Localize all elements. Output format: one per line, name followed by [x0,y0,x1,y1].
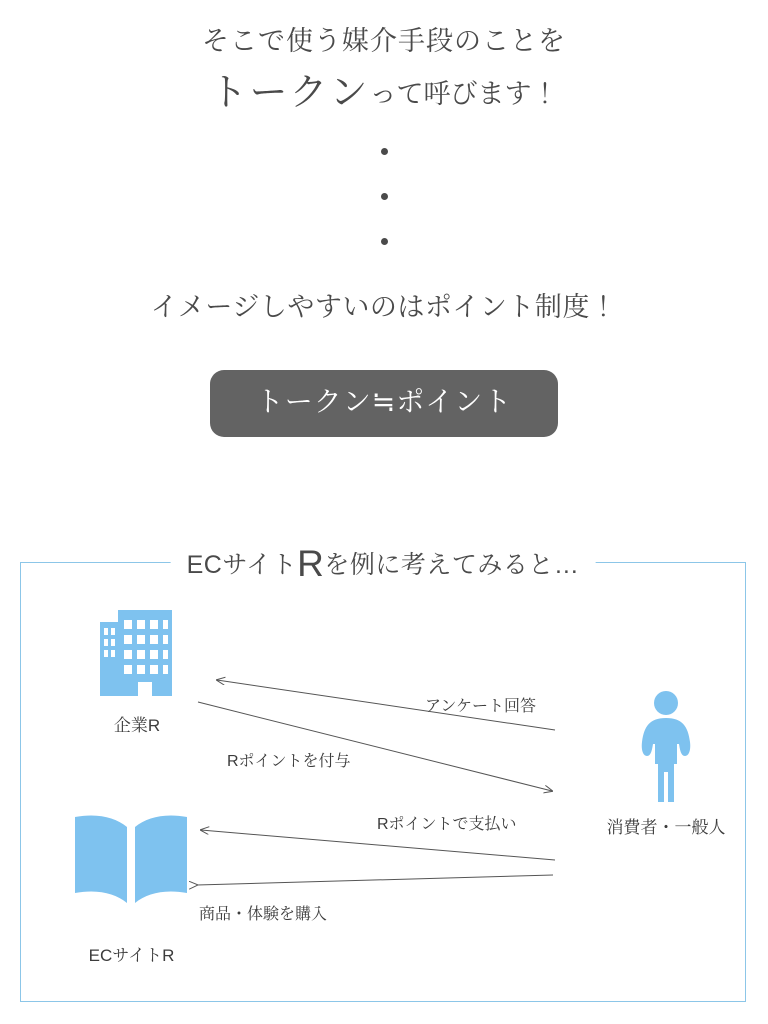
subheadline: イメージしやすいのはポイント制度！ [150,292,618,323]
dot-icon [381,148,388,155]
example-panel [20,543,746,1002]
edge-label-grant: Rポイントを付与 [227,753,351,770]
flow-diagram [21,563,747,1001]
dot-icon [381,238,388,245]
node-label-consumer: 消費者・一般人 [606,818,726,837]
dot-icon [381,193,388,200]
headline-line-2-rest: って呼びます！ [369,79,559,110]
headline-token-word: トークン [209,72,370,115]
headline [0,0,768,122]
node-label-ecsite: ECサイトR [88,946,175,965]
headline-line-2 [0,65,768,122]
arrow-lines [21,563,747,1001]
panel-title-r: R [297,543,325,584]
edge-label-purchase: 商品・体験を購入 [199,906,328,923]
edge-label-pay: Rポイントで支払い [377,816,517,833]
token-equals-point-pill: トークン≒ポイント [210,370,559,437]
pill-container [0,370,768,437]
panel-title-prefix: ECサイト [186,551,298,579]
node-label-company: 企業R [113,716,161,735]
panel-title-suffix: を例に考えてみると… [324,551,580,579]
headline-line-1: そこで使う媒介手段のことを [202,26,566,56]
vertical-dots [0,148,768,245]
edge-label-survey: アンケート回答 [425,698,537,715]
